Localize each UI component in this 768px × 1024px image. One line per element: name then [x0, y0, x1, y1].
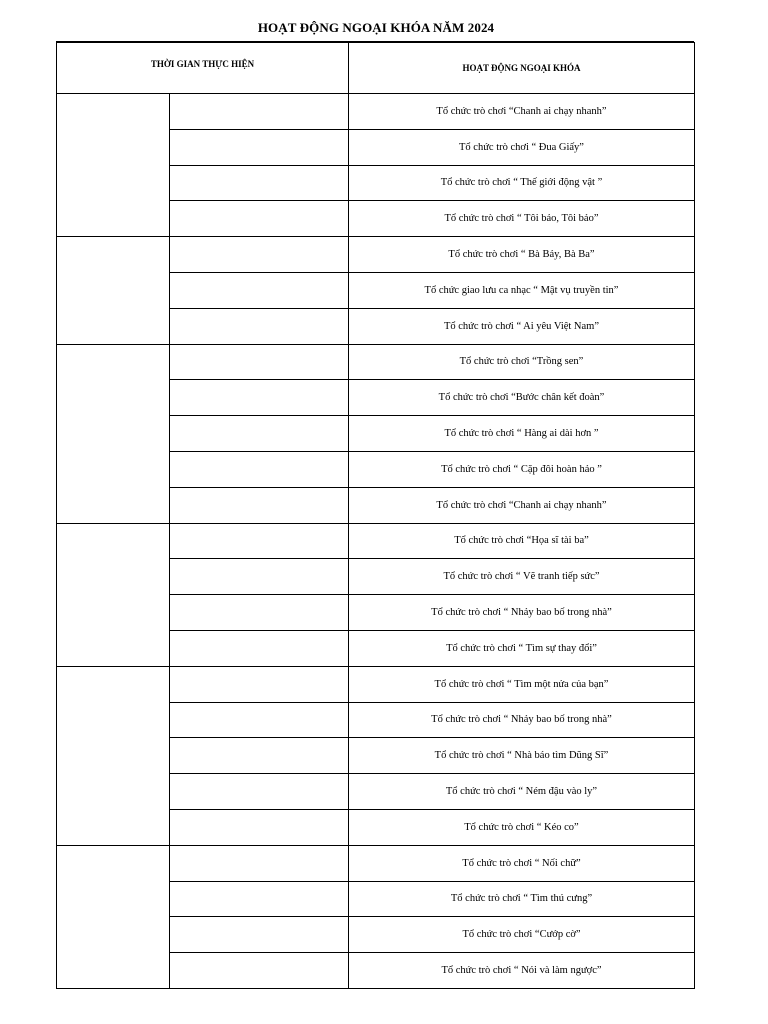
activity-cell: Tổ chức trò chơi “ Bà Bảy, Bà Ba” [349, 237, 695, 273]
date-cell [170, 165, 349, 201]
activity-cell: Tổ chức trò chơi “ Thế giới động vật ” [349, 165, 695, 201]
table-row [57, 237, 695, 273]
date-cell [170, 702, 349, 738]
activity-cell: Tổ chức trò chơi “ Cặp đôi hoàn hảo ” [349, 451, 695, 487]
activity-cell: Tổ chức trò chơi “ Nói và làm ngược” [349, 953, 695, 989]
date-cell [170, 129, 349, 165]
date-cell [170, 523, 349, 559]
activity-cell: Tổ chức trò chơi “ Tôi bảo, Tôi bảo” [349, 201, 695, 237]
activity-cell: Tổ chức trò chơi “ Kéo co” [349, 809, 695, 845]
activity-cell: Tổ chức trò chơi “ Nhảy bao bố trong nhà” [349, 595, 695, 631]
period-cell [57, 94, 170, 237]
activity-cell: Tổ chức trò chơi “Chanh ai chạy nhanh” [349, 487, 695, 523]
date-cell [170, 774, 349, 810]
activity-cell: Tổ chức trò chơi “ Hàng ai dài hơn ” [349, 416, 695, 452]
activity-cell: Tổ chức trò chơi “Bước chân kết đoàn” [349, 380, 695, 416]
table-row [57, 344, 695, 380]
date-cell [170, 738, 349, 774]
activity-cell: Tổ chức trò chơi “ Tìm một nửa của bạn” [349, 666, 695, 702]
period-cell [57, 845, 170, 988]
header-activity: HOẠT ĐỘNG NGOẠI KHÓA [349, 43, 695, 94]
date-cell [170, 595, 349, 631]
date-cell [170, 344, 349, 380]
period-cell [57, 237, 170, 344]
activity-schedule-table [56, 42, 695, 989]
activity-cell: Tổ chức trò chơi “Họa sĩ tài ba” [349, 523, 695, 559]
date-cell [170, 845, 349, 881]
date-cell [170, 666, 349, 702]
activity-cell: Tổ chức trò chơi “Cướp cờ” [349, 917, 695, 953]
date-cell [170, 308, 349, 344]
table-row [57, 94, 695, 130]
date-cell [170, 881, 349, 917]
date-cell [170, 416, 349, 452]
date-cell [170, 201, 349, 237]
date-cell [170, 487, 349, 523]
date-cell [170, 237, 349, 273]
period-cell [57, 666, 170, 845]
date-cell [170, 94, 349, 130]
activity-cell: Tổ chức trò chơi “ Nối chữ” [349, 845, 695, 881]
header-time: THỜI GIAN THỰC HIỆN [57, 43, 349, 94]
table-row [57, 523, 695, 559]
date-cell [170, 917, 349, 953]
document-title: HOẠT ĐỘNG NGOẠI KHÓA NĂM 2024 [257, 20, 495, 35]
activity-cell: Tổ chức trò chơi “ Ai yêu Việt Nam” [349, 308, 695, 344]
activity-cell: Tổ chức giao lưu ca nhạc “ Mật vụ truyền tin” [349, 272, 695, 308]
activity-cell: Tổ chức trò chơi “Trồng sen” [349, 344, 695, 380]
date-cell [170, 809, 349, 845]
table-row [57, 666, 695, 702]
activity-cell: Tổ chức trò chơi “ Ném đậu vào ly” [349, 774, 695, 810]
date-cell [170, 380, 349, 416]
activity-cell: Tổ chức trò chơi “ Tìm sự thay đổi” [349, 630, 695, 666]
activity-cell: Tổ chức trò chơi “Chanh ai chạy nhanh” [349, 94, 695, 130]
table-body [57, 43, 695, 989]
activity-schedule-sheet [56, 41, 694, 977]
activity-cell: Tổ chức trò chơi “ Đua Giấy” [349, 129, 695, 165]
activity-cell: Tổ chức trò chơi “ Vẽ tranh tiếp sức” [349, 559, 695, 595]
date-cell [170, 630, 349, 666]
date-cell [170, 451, 349, 487]
activity-cell: Tổ chức trò chơi “ Nhảy bao bố trong nhà” [349, 702, 695, 738]
table-header-row [57, 43, 695, 94]
date-cell [170, 953, 349, 989]
activity-cell: Tổ chức trò chơi “ Tìm thú cưng” [349, 881, 695, 917]
activity-cell: Tổ chức trò chơi “ Nhà báo tìm Dũng Sĩ” [349, 738, 695, 774]
table-row [57, 845, 695, 881]
date-cell [170, 559, 349, 595]
period-cell [57, 523, 170, 666]
period-cell [57, 344, 170, 523]
date-cell [170, 272, 349, 308]
